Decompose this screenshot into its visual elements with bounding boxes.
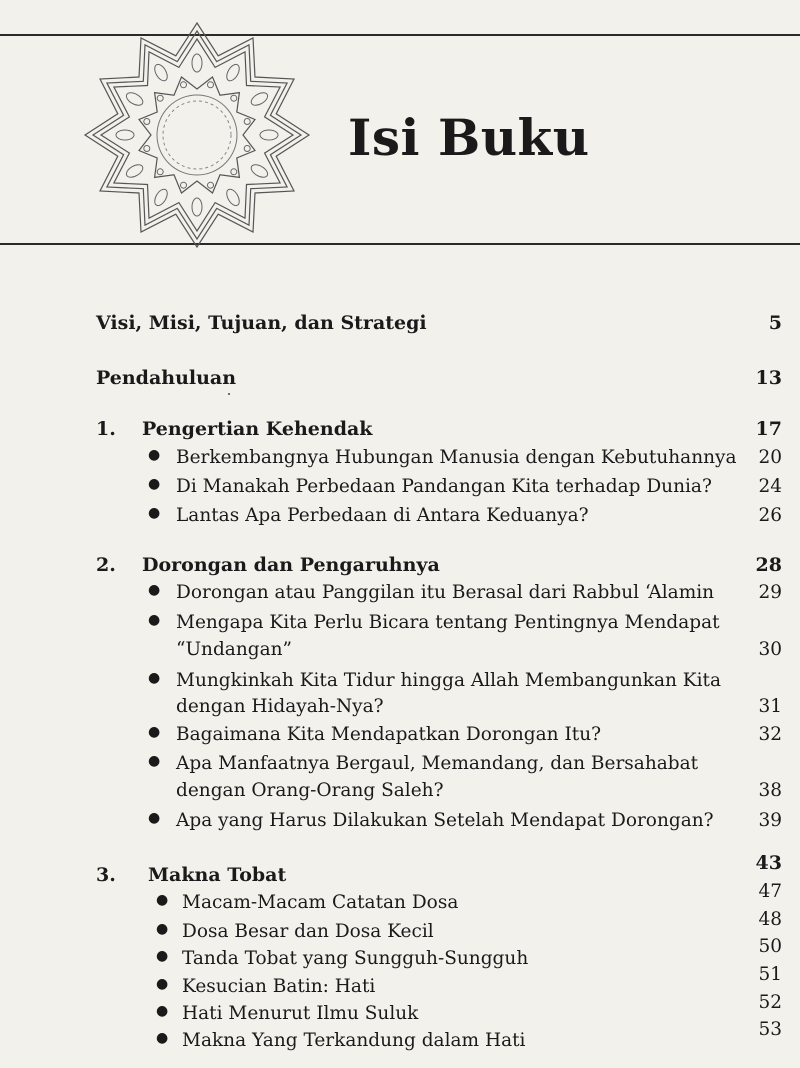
chapter-title: Dorongan dan Pengaruhnya bbox=[142, 554, 440, 576]
bullet-icon: ● bbox=[148, 724, 161, 740]
subentry-label: Tanda Tobat yang Sungguh-Sungguh bbox=[182, 948, 529, 969]
subentry-label: Apa Manfaatnya Bergaul, Memandang, dan Bersahabat bbox=[176, 753, 699, 774]
chapter-number: 2. bbox=[96, 554, 116, 576]
toc-entry-label: Visi, Misi, Tujuan, dan Strategi bbox=[96, 312, 427, 334]
chapter-title: Makna Tobat bbox=[148, 864, 287, 886]
toc-entry-page: 13 bbox=[755, 367, 782, 389]
subentry-label: Berkembangnya Hubungan Manusia dengan Kebutuhannya bbox=[176, 447, 737, 468]
subentry-page: 26 bbox=[758, 505, 782, 526]
subentry-page: 47 bbox=[758, 881, 782, 902]
bullet-icon: ● bbox=[148, 505, 161, 521]
subentry-label: Mengapa Kita Perlu Bicara tentang Pentingnya Mendapat bbox=[176, 612, 720, 633]
subentry-label: Mungkinkah Kita Tidur hingga Allah Membangunkan Kita bbox=[176, 670, 722, 691]
subentry-page: 20 bbox=[758, 447, 782, 468]
subentry-label-continued: dengan Hidayah-Nya? bbox=[176, 696, 384, 717]
subentry-label: Bagaimana Kita Mendapatkan Dorongan Itu? bbox=[176, 724, 602, 745]
subentry-label-continued: “Undangan” bbox=[176, 639, 292, 660]
subentry-page: 48 bbox=[758, 909, 782, 930]
subentry-page: 29 bbox=[758, 582, 782, 603]
bullet-icon: ● bbox=[156, 892, 169, 908]
subentry-label: Di Manakah Perbedaan Pandangan Kita terhadap Dunia? bbox=[176, 476, 712, 497]
page-title: Isi Buku bbox=[348, 108, 590, 167]
chapter-number: 3. bbox=[96, 864, 116, 886]
subentry-page: 51 bbox=[758, 964, 782, 985]
subentry-label: Dorongan atau Panggilan itu Berasal dari Rabbul ‘Alamin bbox=[176, 582, 715, 603]
subentry-label-continued: dengan Orang-Orang Saleh? bbox=[176, 780, 444, 801]
subentry-label: Lantas Apa Perbedaan di Antara Keduanya? bbox=[176, 505, 589, 526]
chapter-page: 17 bbox=[755, 418, 782, 440]
bullet-icon: ● bbox=[148, 476, 161, 492]
bullet-icon: ● bbox=[148, 447, 161, 463]
speck-mark bbox=[228, 393, 230, 395]
chapter-page: 28 bbox=[755, 554, 782, 576]
toc-entry-page: 5 bbox=[768, 312, 782, 334]
subentry-label: Makna Yang Terkandung dalam Hati bbox=[182, 1030, 526, 1051]
subentry-page: 24 bbox=[758, 476, 782, 497]
subentry-page: 31 bbox=[758, 696, 782, 717]
bullet-icon: ● bbox=[148, 612, 161, 628]
subentry-label: Hati Menurut Ilmu Suluk bbox=[182, 1003, 419, 1024]
chapter-title: Pengertian Kehendak bbox=[142, 418, 373, 440]
subentry-page: 30 bbox=[758, 639, 782, 660]
subentry-page: 53 bbox=[758, 1019, 782, 1040]
subentry-label: Macam-Macam Catatan Dosa bbox=[182, 892, 459, 913]
bullet-icon: ● bbox=[148, 810, 161, 826]
subentry-page: 39 bbox=[758, 810, 782, 831]
bullet-icon: ● bbox=[156, 1030, 169, 1046]
chapter-number: 1. bbox=[96, 418, 116, 440]
bullet-icon: ● bbox=[148, 753, 161, 769]
subentry-label: Apa yang Harus Dilakukan Setelah Mendapat Dorongan? bbox=[176, 810, 714, 831]
subentry-page: 50 bbox=[758, 936, 782, 957]
subentry-page: 52 bbox=[758, 992, 782, 1013]
bullet-icon: ● bbox=[156, 976, 169, 992]
bullet-icon: ● bbox=[156, 1003, 169, 1019]
subentry-page: 38 bbox=[758, 780, 782, 801]
subentry-label: Dosa Besar dan Dosa Kecil bbox=[182, 921, 434, 942]
bullet-icon: ● bbox=[148, 582, 161, 598]
bullet-icon: ● bbox=[148, 670, 161, 686]
bullet-icon: ● bbox=[156, 921, 169, 937]
subentry-page: 32 bbox=[758, 724, 782, 745]
subentry-label: Kesucian Batin: Hati bbox=[182, 976, 376, 997]
chapter-page: 43 bbox=[755, 852, 782, 874]
toc-entry-label: Pendahuluan bbox=[96, 367, 237, 389]
bullet-icon: ● bbox=[156, 948, 169, 964]
